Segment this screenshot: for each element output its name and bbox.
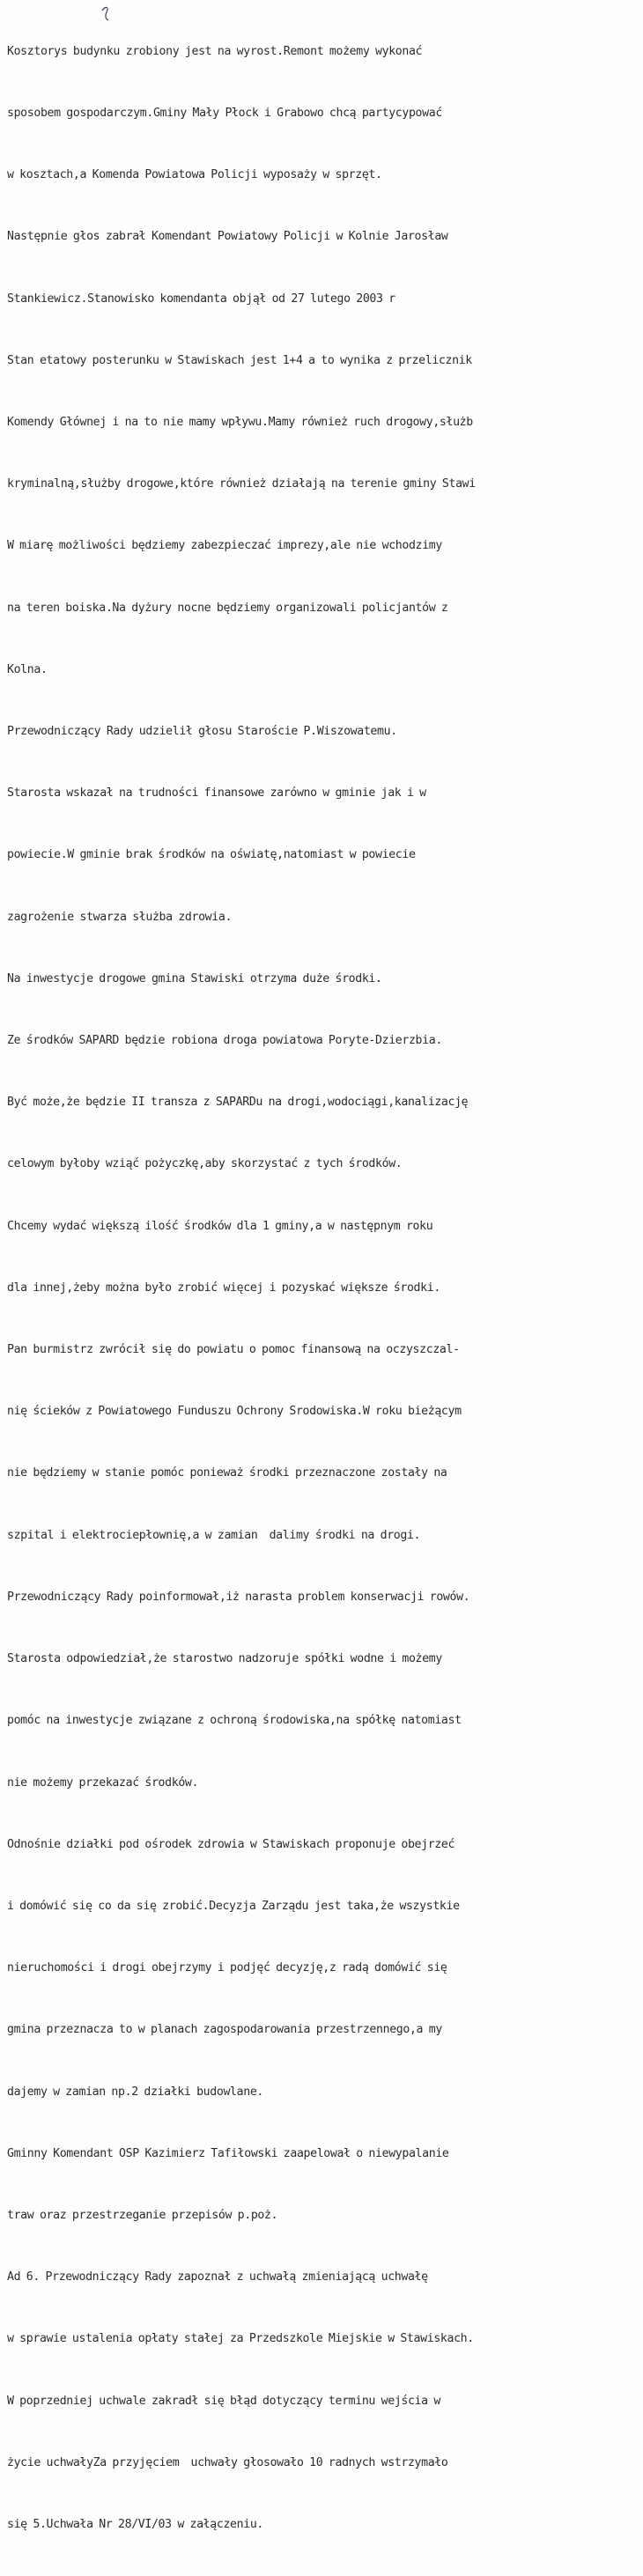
text-line: Przewodniczący Rady udzielił głosu Staroście P.Wiszowatemu. bbox=[7, 725, 397, 739]
text-line: Starosta odpowiedział,że starostwo nadzoruje spółki wodne i możemy bbox=[7, 1652, 442, 1666]
text-line: Pan burmistrz zwrócił się do powiatu o pomoc finansową na oczyszczal- bbox=[7, 1343, 460, 1357]
typed-text-body bbox=[7, 0, 643, 2576]
text-line: Ad 6. Przewodniczący Rady zapoznał z uchwałą zmieniającą uchwałę bbox=[7, 2270, 428, 2284]
text-line: dajemy w zamian np.2 działki budowlane. bbox=[7, 2085, 263, 2099]
text-line: gmina przeznacza to w planach zagospodarowania przestrzennego,a my bbox=[7, 2023, 442, 2037]
text-line: Ze środków SAPARD będzie robiona droga powiatowa Poryte-Dzierzbia. bbox=[7, 1034, 442, 1048]
text-line: Odnośnie działki pod ośrodek zdrowia w Stawiskach proponuje obejrzeć bbox=[7, 1837, 455, 1851]
text-line: nieruchomości i drogi obejrzymy i podjęć decyzję,z radą domówić się bbox=[7, 1961, 447, 1975]
text-line: życie uchwałyZa przyjęciem uchwały głosowało 10 radnych wstrzymało bbox=[7, 2455, 448, 2469]
text-line: Na inwestycje drogowe gmina Stawiski otrzyma duże środki. bbox=[7, 971, 382, 985]
text-line: Przewodniczący Rady poinformował,iż narasta problem konserwacji rowów. bbox=[7, 1590, 470, 1604]
text-line: sposobem gospodarczym.Gminy Mały Płock i Grabowo chcą partycypować bbox=[7, 107, 442, 121]
text-line: Stankiewicz.Stanowisko komendanta objął od 27 lutego 2003 r bbox=[7, 292, 395, 306]
text-line: zagrożenie stwarza służba zdrowia. bbox=[7, 910, 233, 924]
text-line: celowym byłoby wziąć pożyczkę,aby skorzystać z tych środków. bbox=[7, 1157, 403, 1171]
text-line: Kolna. bbox=[7, 662, 48, 676]
text-line: Następnie głos zabrał Komendant Powiatowy Policji w Kolnie Jarosław bbox=[7, 230, 448, 244]
text-line: nię ścieków z Powiatowego Funduszu Ochrony Srodowiska.W roku bieżącym bbox=[7, 1405, 462, 1419]
text-line: nie będziemy w stanie pomóc ponieważ środki przeznaczone zostały na bbox=[7, 1466, 447, 1480]
text-line: w sprawie ustalenia opłaty stałej za Przedszkole Miejskie w Stawiskach. bbox=[7, 2332, 474, 2346]
text-line: dla innej,żeby można było zrobić więcej i pozyskać większe środki. bbox=[7, 1281, 440, 1295]
text-line: Komendy Głównej i na to nie mamy wpływu.Mamy również ruch drogowy,służb bbox=[7, 416, 473, 430]
text-line: i domówić się co da się zrobić.Decyzja Zarządu jest taka,że wszystkie bbox=[7, 1899, 460, 1913]
text-line: Kosztorys budynku zrobiony jest na wyrost.Remont możemy wykonać bbox=[7, 44, 423, 58]
text-line: Starosta wskazał na trudności finansowe zarówno w gminie jak i w bbox=[7, 786, 426, 801]
text-line: kryminalną,służby drogowe,które również działają na terenie gminy Stawi bbox=[7, 477, 476, 491]
text-line: W miarę możliwości będziemy zabezpieczać imprezy,ale nie wchodzimy bbox=[7, 539, 442, 553]
text-line: na teren boiska.Na dyżury nocne będziemy organizowali policjantów z bbox=[7, 601, 448, 615]
text-line: powiecie.W gminie brak środków na oświatę,natomiast w powiecie bbox=[7, 848, 416, 862]
text-line: pomóc na inwestycje związane z ochroną środowiska,na spółkę natomiast bbox=[7, 1714, 462, 1728]
text-line: nie możemy przekazać środków. bbox=[7, 1775, 199, 1790]
text-line: w kosztach,a Komenda Powiatowa Policji wyposaży w sprzęt. bbox=[7, 168, 382, 182]
text-line: W poprzedniej uchwale zakradł się błąd dotyczący terminu wejścia w bbox=[7, 2394, 440, 2408]
text-line: Chcemy wydać większą ilość środków dla 1 gminy,a w następnym roku bbox=[7, 1219, 433, 1233]
text-line: się 5.Uchwała Nr 28/VI/03 w załączeniu. bbox=[7, 2517, 263, 2531]
text-line: szpital i elektrociepłownię,a w zamian dalimy środki na drogi. bbox=[7, 1528, 421, 1542]
text-line: Gminny Komendant OSP Kazimierz Tafiłowski zaapelował o niewypalanie bbox=[7, 2146, 449, 2160]
text-line: Być może,że będzie II transza z SAPARDu na drogi,wodociągi,kanalizację bbox=[7, 1096, 469, 1110]
text-line: traw oraz przestrzeganie przepisów p.poż. bbox=[7, 2208, 278, 2222]
text-line: Stan etatowy posterunku w Stawiskach jest 1+4 a to wynika z przelicznik bbox=[7, 353, 472, 367]
